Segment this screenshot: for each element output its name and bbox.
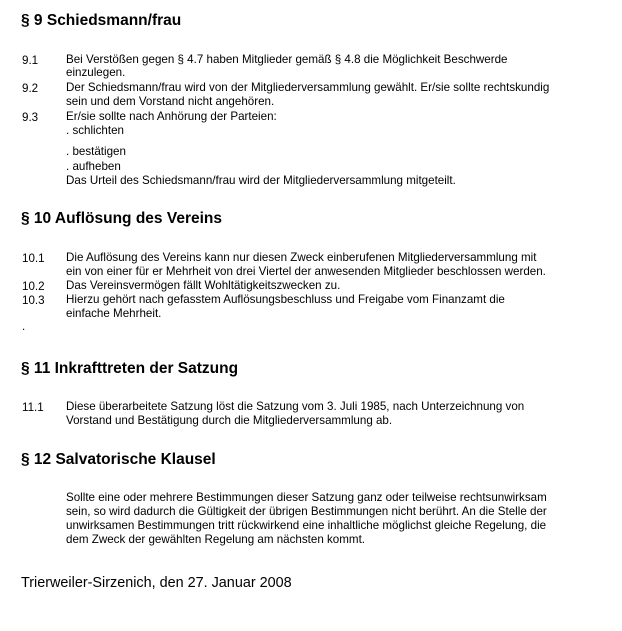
clause-text: Die Auflösung des Vereins kann nur diesen Zweck einberufenen Mitgliederversammlung mit — [66, 251, 537, 264]
list-item: . aufheben — [66, 160, 121, 173]
clause-number: 9.3 — [22, 111, 39, 124]
list-item: . schlichten — [66, 124, 124, 137]
clause-text: Bei Verstößen gegen § 4.7 haben Mitglieder gemäß § 4.8 die Möglichkeit Beschwerde — [66, 53, 508, 66]
clause-text: ein von einer für er Mehrheit von drei Viertel der anwesenden Mitglieder beschlossen werden. — [66, 265, 546, 278]
clause-number: 9.1 — [22, 54, 39, 67]
section-11-heading: § 11 Inkrafttreten der Satzung — [21, 360, 239, 377]
paragraph-line: dem Zweck der gewählten Regelung am nächsten kommt. — [66, 533, 366, 546]
paragraph-line: unwirksamen Bestimmungen tritt rückwirkend eine inhaltliche möglichst gleiche Regelung, die — [66, 519, 547, 532]
clause-text: sein und dem Vorstand nicht angehören. — [66, 95, 275, 108]
clause-text: einzulegen. — [66, 66, 126, 79]
clause-text: Das Urteil des Schiedsmann/frau wird der Mitgliederversammlung mitgeteilt. — [66, 174, 456, 187]
clause-number: 10.2 — [22, 280, 45, 293]
clause-text: einfache Mehrheit. — [66, 307, 162, 320]
clause-text: Hierzu gehört nach gefasstem Auflösungsbeschluss und Freigabe vom Finanzamt die — [66, 293, 505, 306]
place-date: Trierweiler-Sirzenich, den 27. Januar 2008 — [21, 575, 292, 591]
list-item: . bestätigen — [66, 145, 126, 158]
clause-number: 10.1 — [22, 252, 45, 265]
section-12-heading: § 12 Salvatorische Klausel — [21, 451, 216, 468]
clause-text: Das Vereinsvermögen fällt Wohltätigkeitszwecken zu. — [66, 279, 341, 292]
clause-number: 11.1 — [22, 401, 44, 414]
clause-text: Er/sie sollte nach Anhörung der Parteien: — [66, 110, 277, 123]
clause-text: Diese überarbeitete Satzung löst die Satzung vom 3. Juli 1985, nach Unterzeichnung von — [66, 400, 525, 413]
clause-number: 9.2 — [22, 82, 39, 95]
paragraph-line: sein, so wird dadurch die Gültigkeit der übrigen Bestimmungen nicht berührt. An die Stelle der — [66, 505, 547, 518]
clause-number: 10.3 — [22, 294, 45, 307]
clause-text: Vorstand und Bestätigung durch die Mitgliederversammlung ab. — [66, 414, 393, 427]
stray-dot: . — [22, 320, 26, 333]
clause-text: Der Schiedsmann/frau wird von der Mitgliederversammlung gewählt. Er/sie sollte rechtskundig — [66, 81, 550, 94]
section-10-heading: § 10 Auflösung des Vereins — [21, 210, 222, 227]
paragraph-line: Sollte eine oder mehrere Bestimmungen dieser Satzung ganz oder teilweise rechtsunwirksam — [66, 491, 547, 504]
section-9-heading: § 9 Schiedsmann/frau — [21, 12, 182, 29]
